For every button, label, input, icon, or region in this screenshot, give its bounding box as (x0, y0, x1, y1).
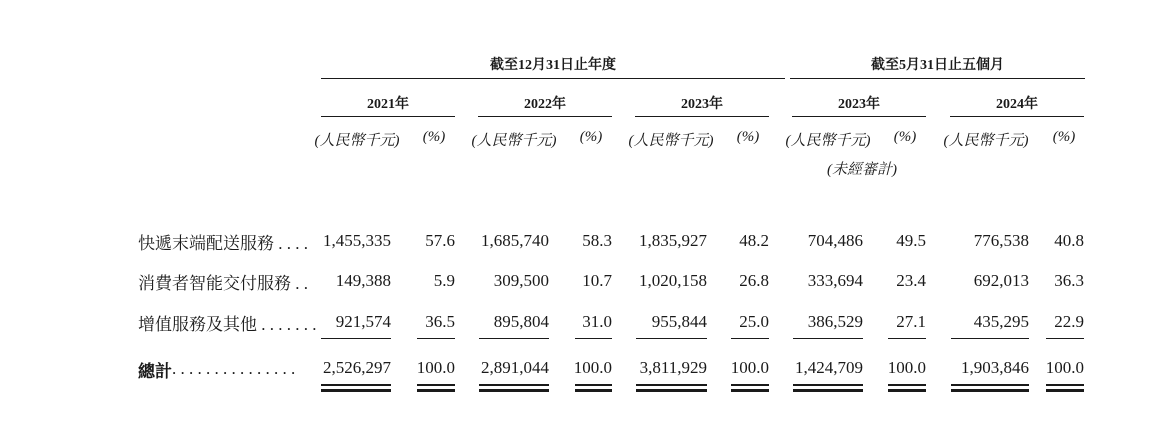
subtotal-rule (731, 338, 769, 339)
cell: 955,844 (651, 312, 707, 331)
year-rule-2 (478, 116, 612, 117)
year-rule-5 (950, 116, 1084, 117)
total-cell: 100.0 (1045, 358, 1084, 377)
cell: 1,685,740 (481, 231, 549, 250)
subtotal-rule (793, 338, 863, 339)
total-leader-dots: . . . . . . . . . . . . . . . (172, 359, 296, 378)
subtotal-rule (479, 338, 549, 339)
cell: 58.3 (582, 231, 612, 250)
cell: 22.9 (1054, 312, 1084, 331)
cell: 333,694 (807, 271, 863, 290)
cell: 49.5 (896, 231, 926, 250)
cell: 26.8 (739, 271, 769, 290)
unit-pct-2: (%) (579, 129, 603, 145)
total-cell: 2,526,297 (323, 358, 391, 377)
cell: 704,486 (807, 231, 863, 250)
subtotal-rule (1046, 338, 1084, 339)
cell: 1,835,927 (639, 231, 707, 250)
subtotal-rule (951, 338, 1029, 339)
total-cell: 100.0 (573, 358, 612, 377)
cell: 435,295 (973, 312, 1029, 331)
cell: 36.5 (425, 312, 455, 331)
cell: 27.1 (896, 312, 926, 331)
subtotal-rule (417, 338, 455, 339)
cell: 40.8 (1054, 231, 1084, 250)
unit-pct-3: (%) (736, 129, 760, 145)
year-header-2: 2022年 (524, 97, 566, 112)
group-rule-five-months (790, 78, 1085, 79)
total-cell: 2,891,044 (481, 358, 549, 377)
cell: 895,804 (493, 312, 549, 331)
cell: 23.4 (896, 271, 926, 290)
cell: 5.9 (433, 271, 455, 290)
unit-amount-4: (人民幣千元) (785, 133, 871, 149)
cell: 149,388 (335, 271, 391, 290)
group-header-five-months: 截至5月31日止五個月 (871, 58, 1004, 73)
unit-amount-3: (人民幣千元) (628, 133, 714, 149)
year-header-3: 2023年 (681, 97, 723, 112)
year-rule-4 (792, 116, 926, 117)
cell: 692,013 (973, 271, 1029, 290)
unit-pct-5: (%) (1052, 129, 1076, 145)
year-rule-3 (635, 116, 769, 117)
cell: 25.0 (739, 312, 769, 331)
year-header-1: 2021年 (367, 97, 409, 112)
subtotal-rule (321, 338, 391, 339)
total-cell: 1,903,846 (961, 358, 1029, 377)
group-rule-year-ended (321, 78, 785, 79)
year-header-4: 2023年 (838, 97, 880, 112)
subtotal-rule (636, 338, 707, 339)
unit-amount-2: (人民幣千元) (471, 133, 557, 149)
cell: 48.2 (739, 231, 769, 250)
unit-pct-4: (%) (893, 129, 917, 145)
year-header-5: 2024年 (996, 97, 1038, 112)
unit-amount-5: (人民幣千元) (943, 133, 1029, 149)
row-label-express-delivery: 快遞末端配送服務 . . . . (138, 234, 308, 253)
cell: 10.7 (582, 271, 612, 290)
row-label-total: 總計 (138, 362, 172, 381)
unit-pct-1: (%) (422, 129, 446, 145)
cell: 1,455,335 (323, 231, 391, 250)
cell: 36.3 (1054, 271, 1084, 290)
cell: 1,020,158 (639, 271, 707, 290)
row-label-value-added: 增值服務及其他 . . . . . . . (138, 315, 317, 334)
total-cell: 1,424,709 (795, 358, 863, 377)
group-header-year-ended: 截至12月31日止年度 (490, 58, 616, 73)
subtotal-rule (888, 338, 926, 339)
cell: 386,529 (807, 312, 863, 331)
unit-amount-1: (人民幣千元) (314, 133, 400, 149)
cell: 309,500 (493, 271, 549, 290)
cell: 921,574 (335, 312, 391, 331)
total-cell: 100.0 (416, 358, 455, 377)
year-rule-1 (321, 116, 455, 117)
subtotal-rule (575, 338, 612, 339)
total-cell: 100.0 (887, 358, 926, 377)
cell: 57.6 (425, 231, 455, 250)
total-cell: 3,811,929 (639, 358, 707, 377)
row-label-consumer-smart-delivery: 消費者智能交付服務 . . (138, 274, 308, 293)
cell: 31.0 (582, 312, 612, 331)
cell: 776,538 (973, 231, 1029, 250)
unaudited-note: (未經審計) (827, 162, 897, 178)
total-cell: 100.0 (730, 358, 769, 377)
